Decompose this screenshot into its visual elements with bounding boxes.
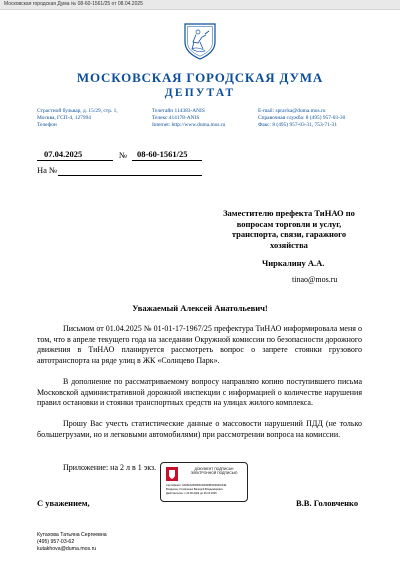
registration-date: 07.04.2025 [44, 149, 83, 159]
contacts-email [258, 108, 345, 129]
duma-logo-icon [166, 467, 178, 481]
executor-name: Кутахова Татьяна Сергеевна [37, 532, 107, 538]
contact-line: E-mail: spravka@duma.mos.ru [258, 108, 326, 114]
contacts-teletype [152, 108, 225, 129]
browser-title: Московская городская Дума № 08-60-1561/25 от 08.04.2025 [4, 1, 143, 7]
electronic-signature-stamp [160, 462, 248, 502]
contact-line: Справочная служба: 8 (495) 957-03-30 [258, 115, 346, 121]
contact-line: Телефон [37, 122, 57, 128]
signer-name: В.В. Головченко [296, 498, 359, 508]
appendix-line: Приложение: на 2 л в 1 экз. [63, 463, 157, 472]
org-subtitle: ДЕПУТАТ [164, 87, 236, 99]
number-sign: № [119, 150, 128, 160]
body-paragraph: Письмом от 01.04.2025 № 01-01-17-1967/25 префектура ТиНАО информировала меня о том, что в апреле текущего года на заседании Окружной комиссии по безопасности дорожного движения в ТиНАО планируется рассмотреть вопрос о запрете стоянки грузового автотранспорта на ряде улиц в ЖК «Солнцево Парк». [37, 324, 362, 365]
executor-email: kutakhova@duma.mos.ru [37, 546, 97, 552]
body-paragraph: В дополнение по рассматриваемому вопросу направляю копию поступившего письма Московской административной дорожной инспекции с информацией о количестве нарушения правил остановки и стоянки транспортных средств на улицах жилого комплекса. [37, 377, 362, 408]
number-underline [132, 160, 202, 161]
date-underline [37, 160, 113, 161]
org-name: МОСКОВСКАЯ ГОРОДСКАЯ ДУМА [76, 70, 324, 85]
contact-line: Телекс 414178-ANIS [152, 115, 200, 121]
stamp-certificate: Сертификат: 0А00FA0000БF2D0090B100000C04E [166, 484, 227, 487]
moscow-coat-of-arms-icon [183, 22, 217, 60]
contact-line: Москва, ГСП-4, 127994 [37, 115, 91, 121]
executor-info [37, 532, 107, 553]
stamp-validity: Действителен: с 24.06.2024 до 09.10.2025 [166, 492, 217, 495]
executor-phone: (495) 957-03-62 [37, 539, 75, 545]
browser-title-bar [0, 0, 400, 10]
contact-line: Страстной бульвар, д. 15/29, стр. 1, [37, 108, 118, 114]
body-paragraph: Прошу Вас учесть статистические данные о массовости нарушений ПДД (не только большегрузами, но и легковыми автомобилями) при рассмотрении вопроса на комиссии. [37, 419, 362, 439]
greeting: Уважаемый Алексей Анатольевич! [132, 303, 268, 313]
addressee-position: Заместителю префекта ТиНАО по вопросам торговли и услуг, транспорта, связи, гаражного хозяйства [223, 208, 355, 250]
stamp-owner: Владелец: Головченко Валерий Владимирович [166, 488, 223, 491]
addressee-email: tinao@mos.ru [292, 275, 338, 284]
registration-number: 08-60-1561/25 [137, 149, 188, 159]
contacts-address [37, 108, 118, 129]
contact-line: Телетайп 114383-ANIS [152, 108, 205, 114]
contact-line: Internet: http://www.duma.mos.ru [152, 122, 226, 128]
addressee-name: Чиркалину А.А. [262, 258, 325, 268]
contact-line: Факс: 8 (495) 957-03-31, 753-71-31 [258, 122, 338, 128]
reference-underline [58, 175, 202, 176]
stamp-title: ДОКУМЕНТ ПОДПИСАН ЭЛЕКТРОННОЙ ПОДПИСЬЮ [190, 467, 238, 476]
reference-label: На № [37, 165, 58, 175]
closing-phrase: С уважением, [37, 498, 90, 508]
